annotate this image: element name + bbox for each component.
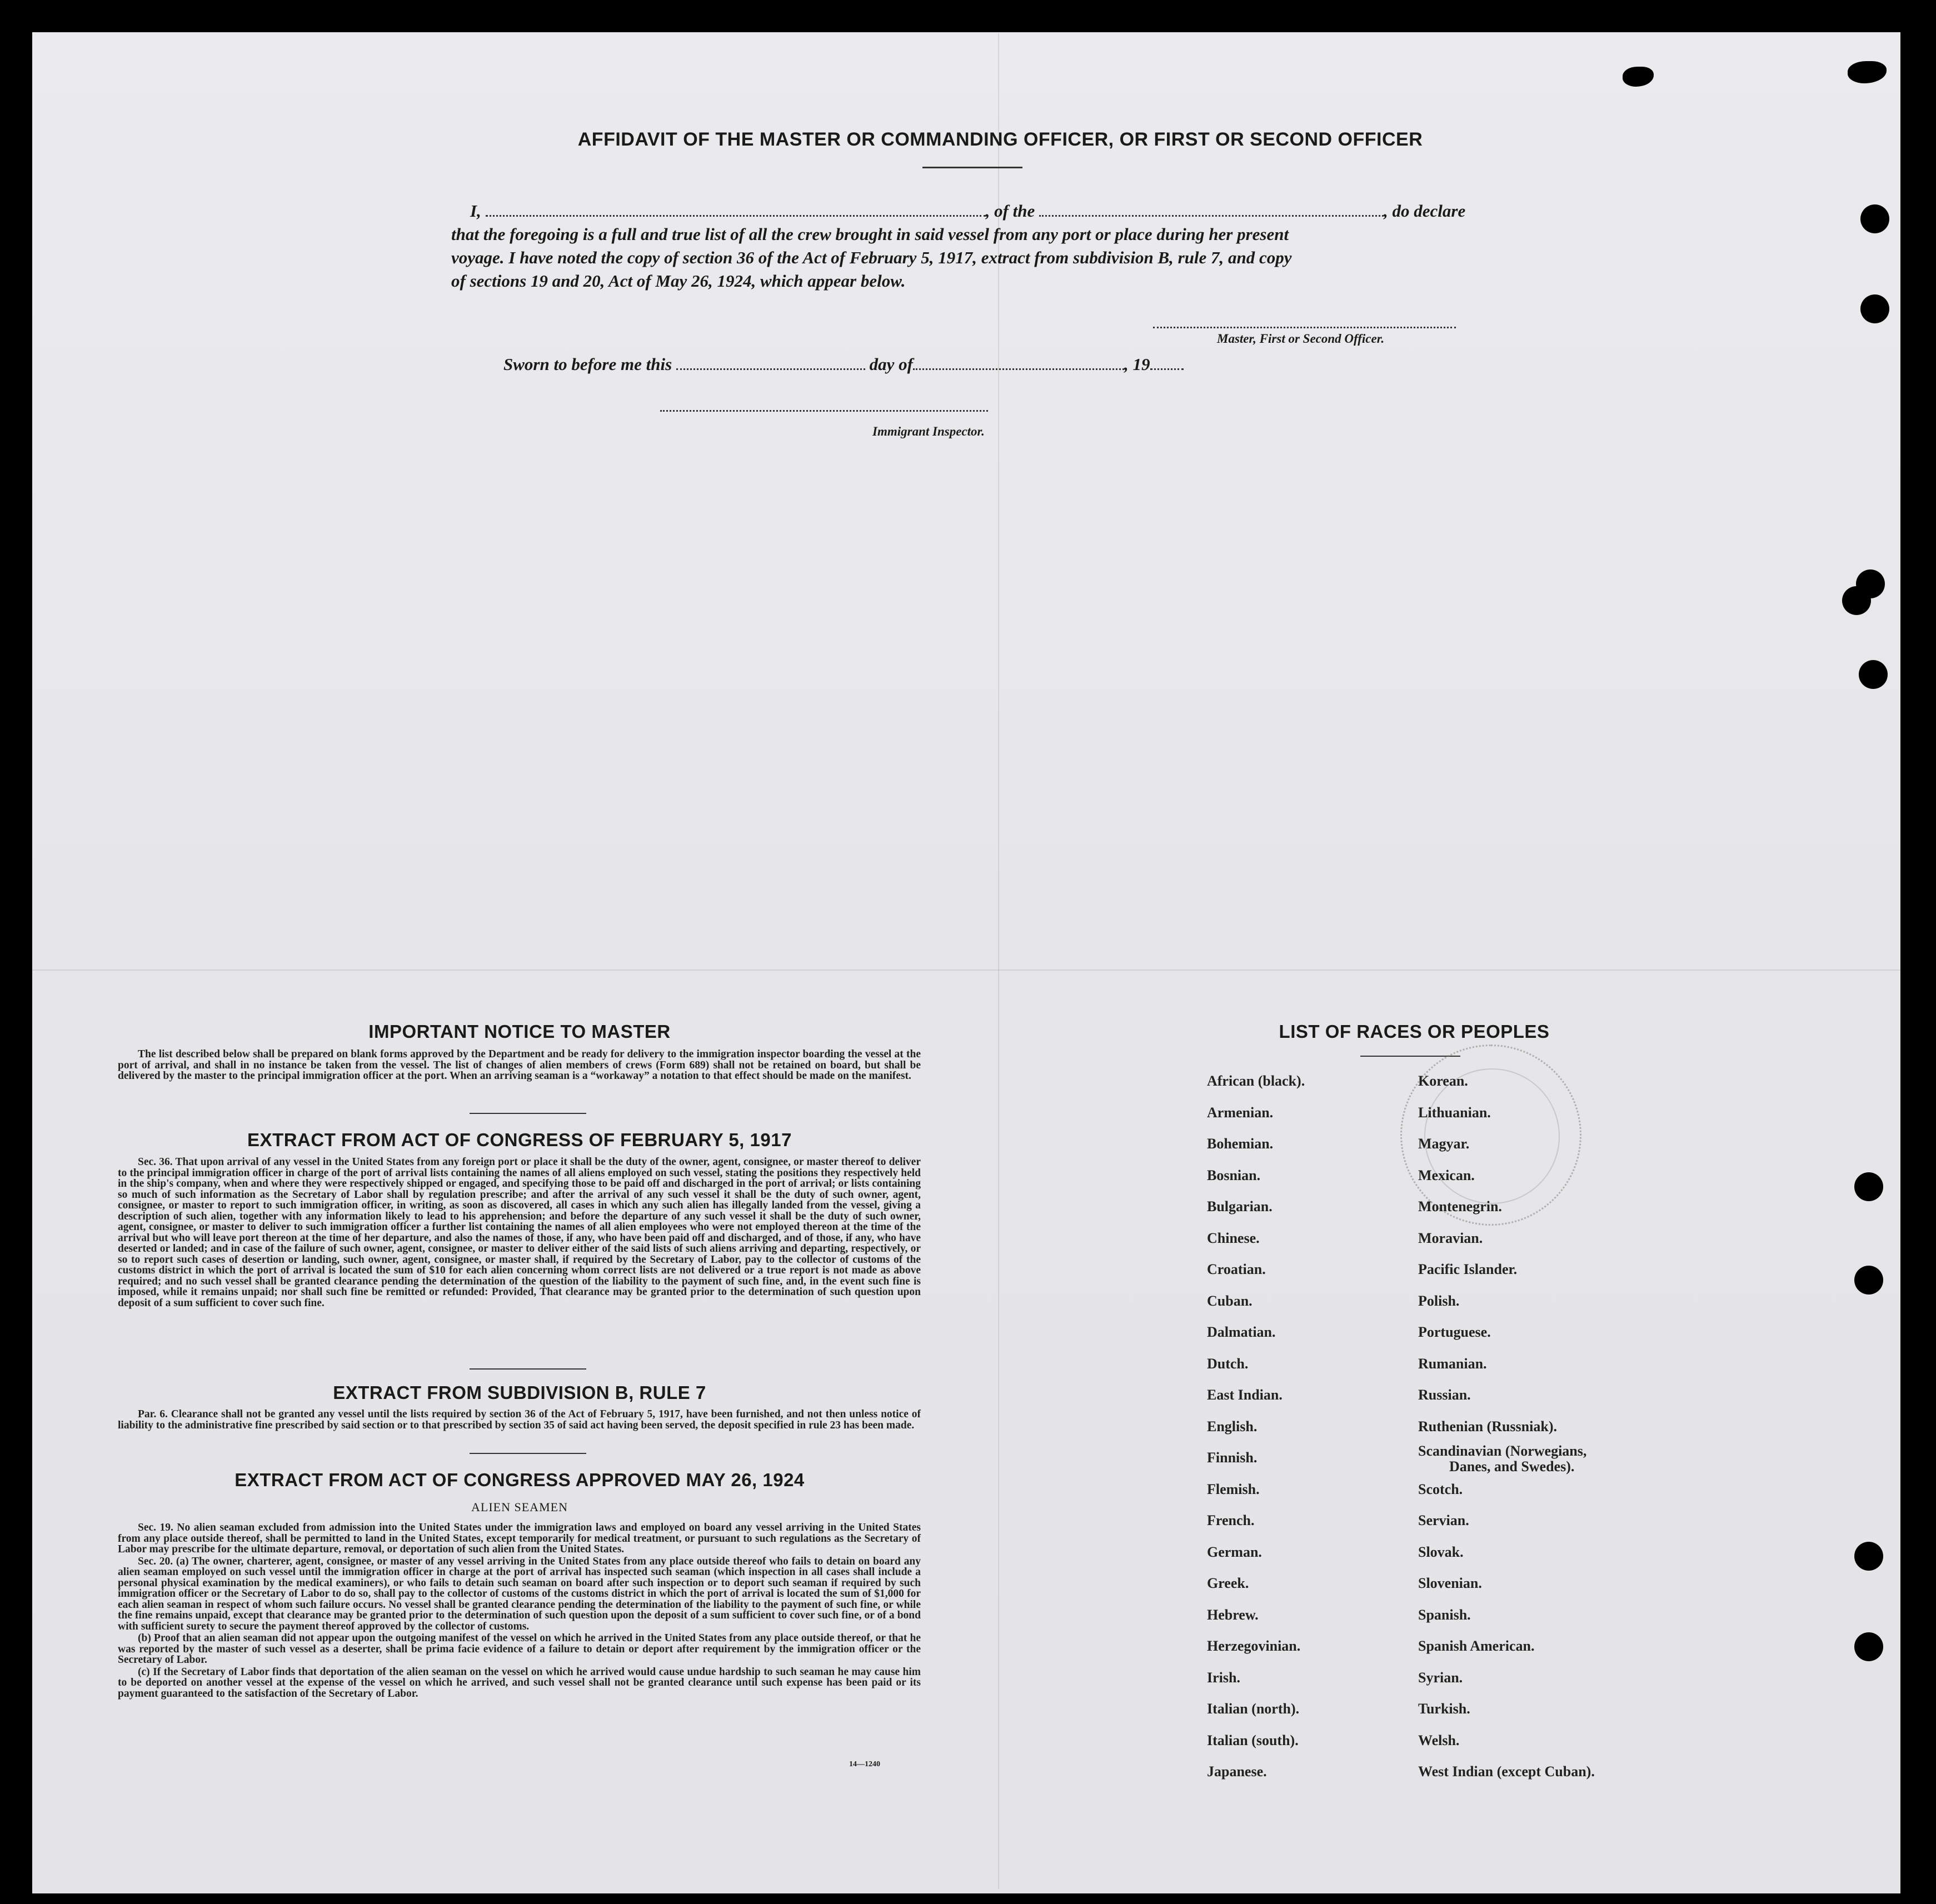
race-item: Cuban.	[1207, 1292, 1253, 1309]
race-item: Spanish American.	[1418, 1638, 1535, 1654]
declarant-prefix: I,	[470, 201, 481, 221]
race-item: Japanese.	[1207, 1763, 1267, 1780]
extract-1924-text	[118, 1522, 921, 1700]
race-item: Russian.	[1418, 1387, 1471, 1403]
inspector-signature-field[interactable]	[660, 410, 988, 412]
race-item: Greek.	[1207, 1575, 1249, 1591]
declarant-name-field[interactable]	[486, 203, 986, 217]
race-item: Chinese.	[1207, 1230, 1260, 1246]
affidavit-title: AFFIDAVIT OF THE MASTER OR COMMANDING OFFICER, OR FIRST OR SECOND OFFICER	[577, 129, 1423, 150]
punch-hole	[1860, 204, 1889, 233]
race-item: Slovak.	[1418, 1543, 1464, 1560]
race-item: Slovenian.	[1418, 1575, 1482, 1591]
race-item: Italian (south).	[1207, 1732, 1299, 1748]
affidavit-line-3: voyage. I have noted the copy of section 36 of the Act of February 5, 1917, extract from subdivision B, rule 7, and copy	[451, 248, 1292, 267]
race-item: Polish.	[1418, 1292, 1460, 1309]
notice-paragraph: The list described below shall be prepared on blank forms approved by the Department and be ready for delivery to the immigration inspector boarding the vessel at the port of arrival, and shall in no instance be taken from the vessel. The list of changes of alien members of crews (Form 689) shall not be retained on board, but shall be delivered by the master to the principal immigration officer at the port. When an arriving seaman is a “workaway” a notation to that effect should be made on the manifest.	[118, 1048, 921, 1082]
punch-hole	[1842, 586, 1871, 615]
race-item: Dalmatian.	[1207, 1324, 1276, 1340]
race-item: Korean.	[1418, 1073, 1468, 1089]
day-of-label: day of	[869, 354, 913, 374]
extract-1924-title: EXTRACT FROM ACT OF CONGRESS APPROVED MAY 26, 1924	[234, 1470, 805, 1490]
race-item: French.	[1207, 1512, 1255, 1528]
race-item: Montenegrin.	[1418, 1198, 1502, 1215]
race-item: West Indian (except Cuban).	[1418, 1763, 1595, 1780]
sworn-month-field[interactable]	[913, 356, 1124, 370]
notice-text	[118, 1049, 921, 1083]
subdivision-b-text	[118, 1409, 921, 1432]
section-divider	[470, 1368, 586, 1370]
punch-hole	[1854, 1632, 1883, 1661]
race-item: Finnish.	[1207, 1450, 1258, 1466]
races-title: LIST OF RACES OR PEOPLES	[1279, 1021, 1550, 1042]
race-item: Lithuanian.	[1418, 1104, 1491, 1121]
race-item: Scandinavian (Norwegians,	[1418, 1443, 1587, 1459]
form-number: 14—1240	[849, 1760, 880, 1768]
race-item: Italian (north).	[1207, 1701, 1300, 1717]
race-item: Hebrew.	[1207, 1606, 1259, 1623]
extract-1917-text	[118, 1157, 921, 1310]
section-19-paragraph: Sec. 19. No alien seaman excluded from admission into the United States under the immigration laws and employed on board any vessel arriving in the United States from any place outside thereof, shall be permitted to land in the United States, except temporarily for medical treatment, or pursuant to such regulations as the Secretary of Labor may prescribe for the ultimate departure, removal, or deportation of such alien from the United States.	[118, 1522, 921, 1555]
race-item: Scotch.	[1418, 1481, 1463, 1497]
sworn-label: Sworn to before me this	[503, 354, 672, 374]
inspector-signature-label: Immigrant Inspector.	[872, 424, 985, 438]
race-item: Moravian.	[1418, 1230, 1483, 1246]
affidavit-line-2: that the foregoing is a full and true list of all the crew brought in said vessel from any port or place during her present	[451, 224, 1289, 244]
extract-1917-title: EXTRACT FROM ACT OF CONGRESS OF FEBRUARY 5, 1917	[247, 1130, 792, 1150]
section-20b-paragraph: (b) Proof that an alien seaman did not appear upon the outgoing manifest of the vessel on which he arrived in the United States from any place outside thereof, or that he was reported by the master of such vessel as a deserter, shall be prima facie evidence of a failure to detain or deport after requirement by the immigration officer or the Secretary of Labor.	[118, 1632, 921, 1666]
race-item: Bohemian.	[1207, 1136, 1274, 1152]
race-item: Turkish.	[1418, 1701, 1470, 1717]
master-signature-field[interactable]	[1153, 327, 1456, 328]
race-item: Welsh.	[1418, 1732, 1460, 1748]
subdivision-b-title: EXTRACT FROM SUBDIVISION B, RULE 7	[333, 1382, 706, 1403]
section-20a-paragraph: Sec. 20. (a) The owner, charterer, agent, consignee, or master of any vessel arriving in the United States from any place outside thereof who fails to detain on board any alien seaman employed on such vessel until the immigration officer in charge at the port of arrival has inspected such seaman (which inspection in all cases shall include a personal physical examination by the medical examiners), or who fails to detain such seaman on board after such inspection or to deport such seaman if required by such immigration officer or the Secretary of Labor to do so, shall pay to the collector of customs of the customs district in which the port of arrival is located the sum of $1,000 for each alien seaman in respect of whom such failure occurs. No vessel shall be granted clearance pending the determination of the liability to the payment of such fine, or while the fine remains unpaid, except that clearance may be granted prior to the determination of such question upon the deposit of a sum sufficient to cover such fine, or of a bond with sufficient surety to secure the payment thereof approved by the collector of customs.	[118, 1555, 921, 1632]
punch-hole	[1859, 660, 1888, 689]
race-item: Ruthenian (Russniak).	[1418, 1418, 1557, 1435]
race-item: Croatian.	[1207, 1261, 1266, 1277]
race-item: Armenian.	[1207, 1104, 1274, 1121]
race-item: German.	[1207, 1543, 1262, 1560]
sworn-line	[503, 354, 1184, 374]
race-item: Dutch.	[1207, 1355, 1249, 1372]
race-item: Bulgarian.	[1207, 1198, 1273, 1215]
punch-hole	[1854, 1172, 1883, 1201]
section-20c-paragraph: (c) If the Secretary of Labor finds that deportation of the alien seaman on the vessel on which he arrived would cause undue hardship to such seaman he may cause him to be deported on another vessel at the expense of the vessel on which he arrived, and such vessel shall not be granted clearance until such expense has been paid or its payment guaranteed to the satisfaction of the Secretary of Labor.	[118, 1666, 921, 1700]
race-item: Servian.	[1418, 1512, 1469, 1528]
affidavit-line-1	[470, 201, 1465, 221]
race-item: East Indian.	[1207, 1387, 1283, 1403]
punch-hole	[1854, 1542, 1883, 1571]
section-divider	[470, 1113, 586, 1114]
affidavit-line-4: of sections 19 and 20, Act of May 26, 1924, which appear below.	[451, 271, 906, 291]
race-item: Pacific Islander.	[1418, 1261, 1518, 1277]
title-underline	[922, 167, 1022, 168]
race-item: English.	[1207, 1418, 1258, 1435]
race-item: Rumanian.	[1418, 1355, 1487, 1372]
race-item: Bosnian.	[1207, 1167, 1261, 1183]
race-item: African (black).	[1207, 1073, 1305, 1089]
race-item: Spanish.	[1418, 1606, 1471, 1623]
paragraph-6: Par. 6. Clearance shall not be granted any vessel until the lists required by section 36 of the Act of February 5, 1917, have been furnished, and not then unless notice of liability to the administrative fine prescribed by said section or to that prescribed by section 35 of said act having been served, the deposit specified in rule 23 has been made.	[118, 1408, 921, 1431]
sworn-year-field[interactable]	[1150, 356, 1184, 370]
race-item: Mexican.	[1418, 1167, 1475, 1183]
alien-seamen-heading: ALIEN SEAMEN	[471, 1500, 568, 1514]
race-item: Syrian.	[1418, 1669, 1463, 1686]
race-item-continuation: Danes, and Swedes).	[1449, 1458, 1575, 1475]
sworn-day-field[interactable]	[676, 356, 865, 370]
section-36-paragraph: Sec. 36. That upon arrival of any vessel in the United States from any foreign port or place it shall be the duty of the owner, agent, consignee, or master thereof to deliver to the principal immigration officer in charge of the port of arrival lists containing the names of all aliens employed on such vessel, stating the positions they respectively held in the ship's company, when and where they were respectively shipped or engaged, and specifying those to be paid off and discharged in the port of arrival; or lists containing so much of such information as the Secretary of Labor shall by regulation prescribe; and after the arrival of any such vessel it shall be the duty of such owner, agent, consignee, or master to report to such immigration officer, in writing, as soon as discovered, all cases in which any such alien has illegally landed from the vessel, giving a description of such alien, together with any information likely to lead to his apprehension; and before the departure of any such vessel it shall be the duty of such owner, agent, consignee, or master to deliver to such immigration officer a further list containing the names of all alien employees who were not employed thereon at the time of the arrival but who will leave port thereon at the time of her departure, and also the names of those, if any, who have been paid off and discharged, and of those, if any, who have deserted or landed; and in case of the failure of such owner, agent, consignee, or master to deliver either of the said lists of such aliens arriving and departing, respectively, or so to report such cases of desertion or landing, such owner, agent, consignee, or master shall, if required by the Secretary of Labor, pay to the collector of customs of the customs district in which the port of arrival is located the sum of $10 for each alien concerning whom correct lists are not delivered or a true report is not made as above required; and no such vessel shall be granted clearance pending the determination of the question of the liability to the payment of such fine, and, in the event such fine is imposed, while it remains unpaid; nor shall such fine be remitted or refunded: Provided, That clearance may be granted prior to the determination of such question upon deposit of a sum sufficient to cover such fine.	[118, 1156, 921, 1309]
race-item: Portuguese.	[1418, 1324, 1491, 1340]
punch-hole	[1860, 294, 1889, 323]
fold-crease-vertical	[998, 33, 999, 1889]
race-item: Herzegovinian.	[1207, 1638, 1301, 1654]
section-divider	[470, 1453, 586, 1454]
vessel-name-field[interactable]	[1039, 203, 1384, 217]
of-the-label: , of the	[985, 201, 1035, 221]
race-item: Irish.	[1207, 1669, 1240, 1686]
do-declare-label: , do declare	[1384, 201, 1466, 221]
fold-crease-horizontal	[32, 970, 1900, 971]
year-label: , 19	[1124, 354, 1150, 374]
race-item: Flemish.	[1207, 1481, 1260, 1497]
punch-hole	[1854, 1266, 1883, 1295]
notice-title: IMPORTANT NOTICE TO MASTER	[368, 1021, 671, 1042]
race-item: Magyar.	[1418, 1136, 1470, 1152]
master-signature-label: Master, First or Second Officer.	[1217, 332, 1385, 346]
